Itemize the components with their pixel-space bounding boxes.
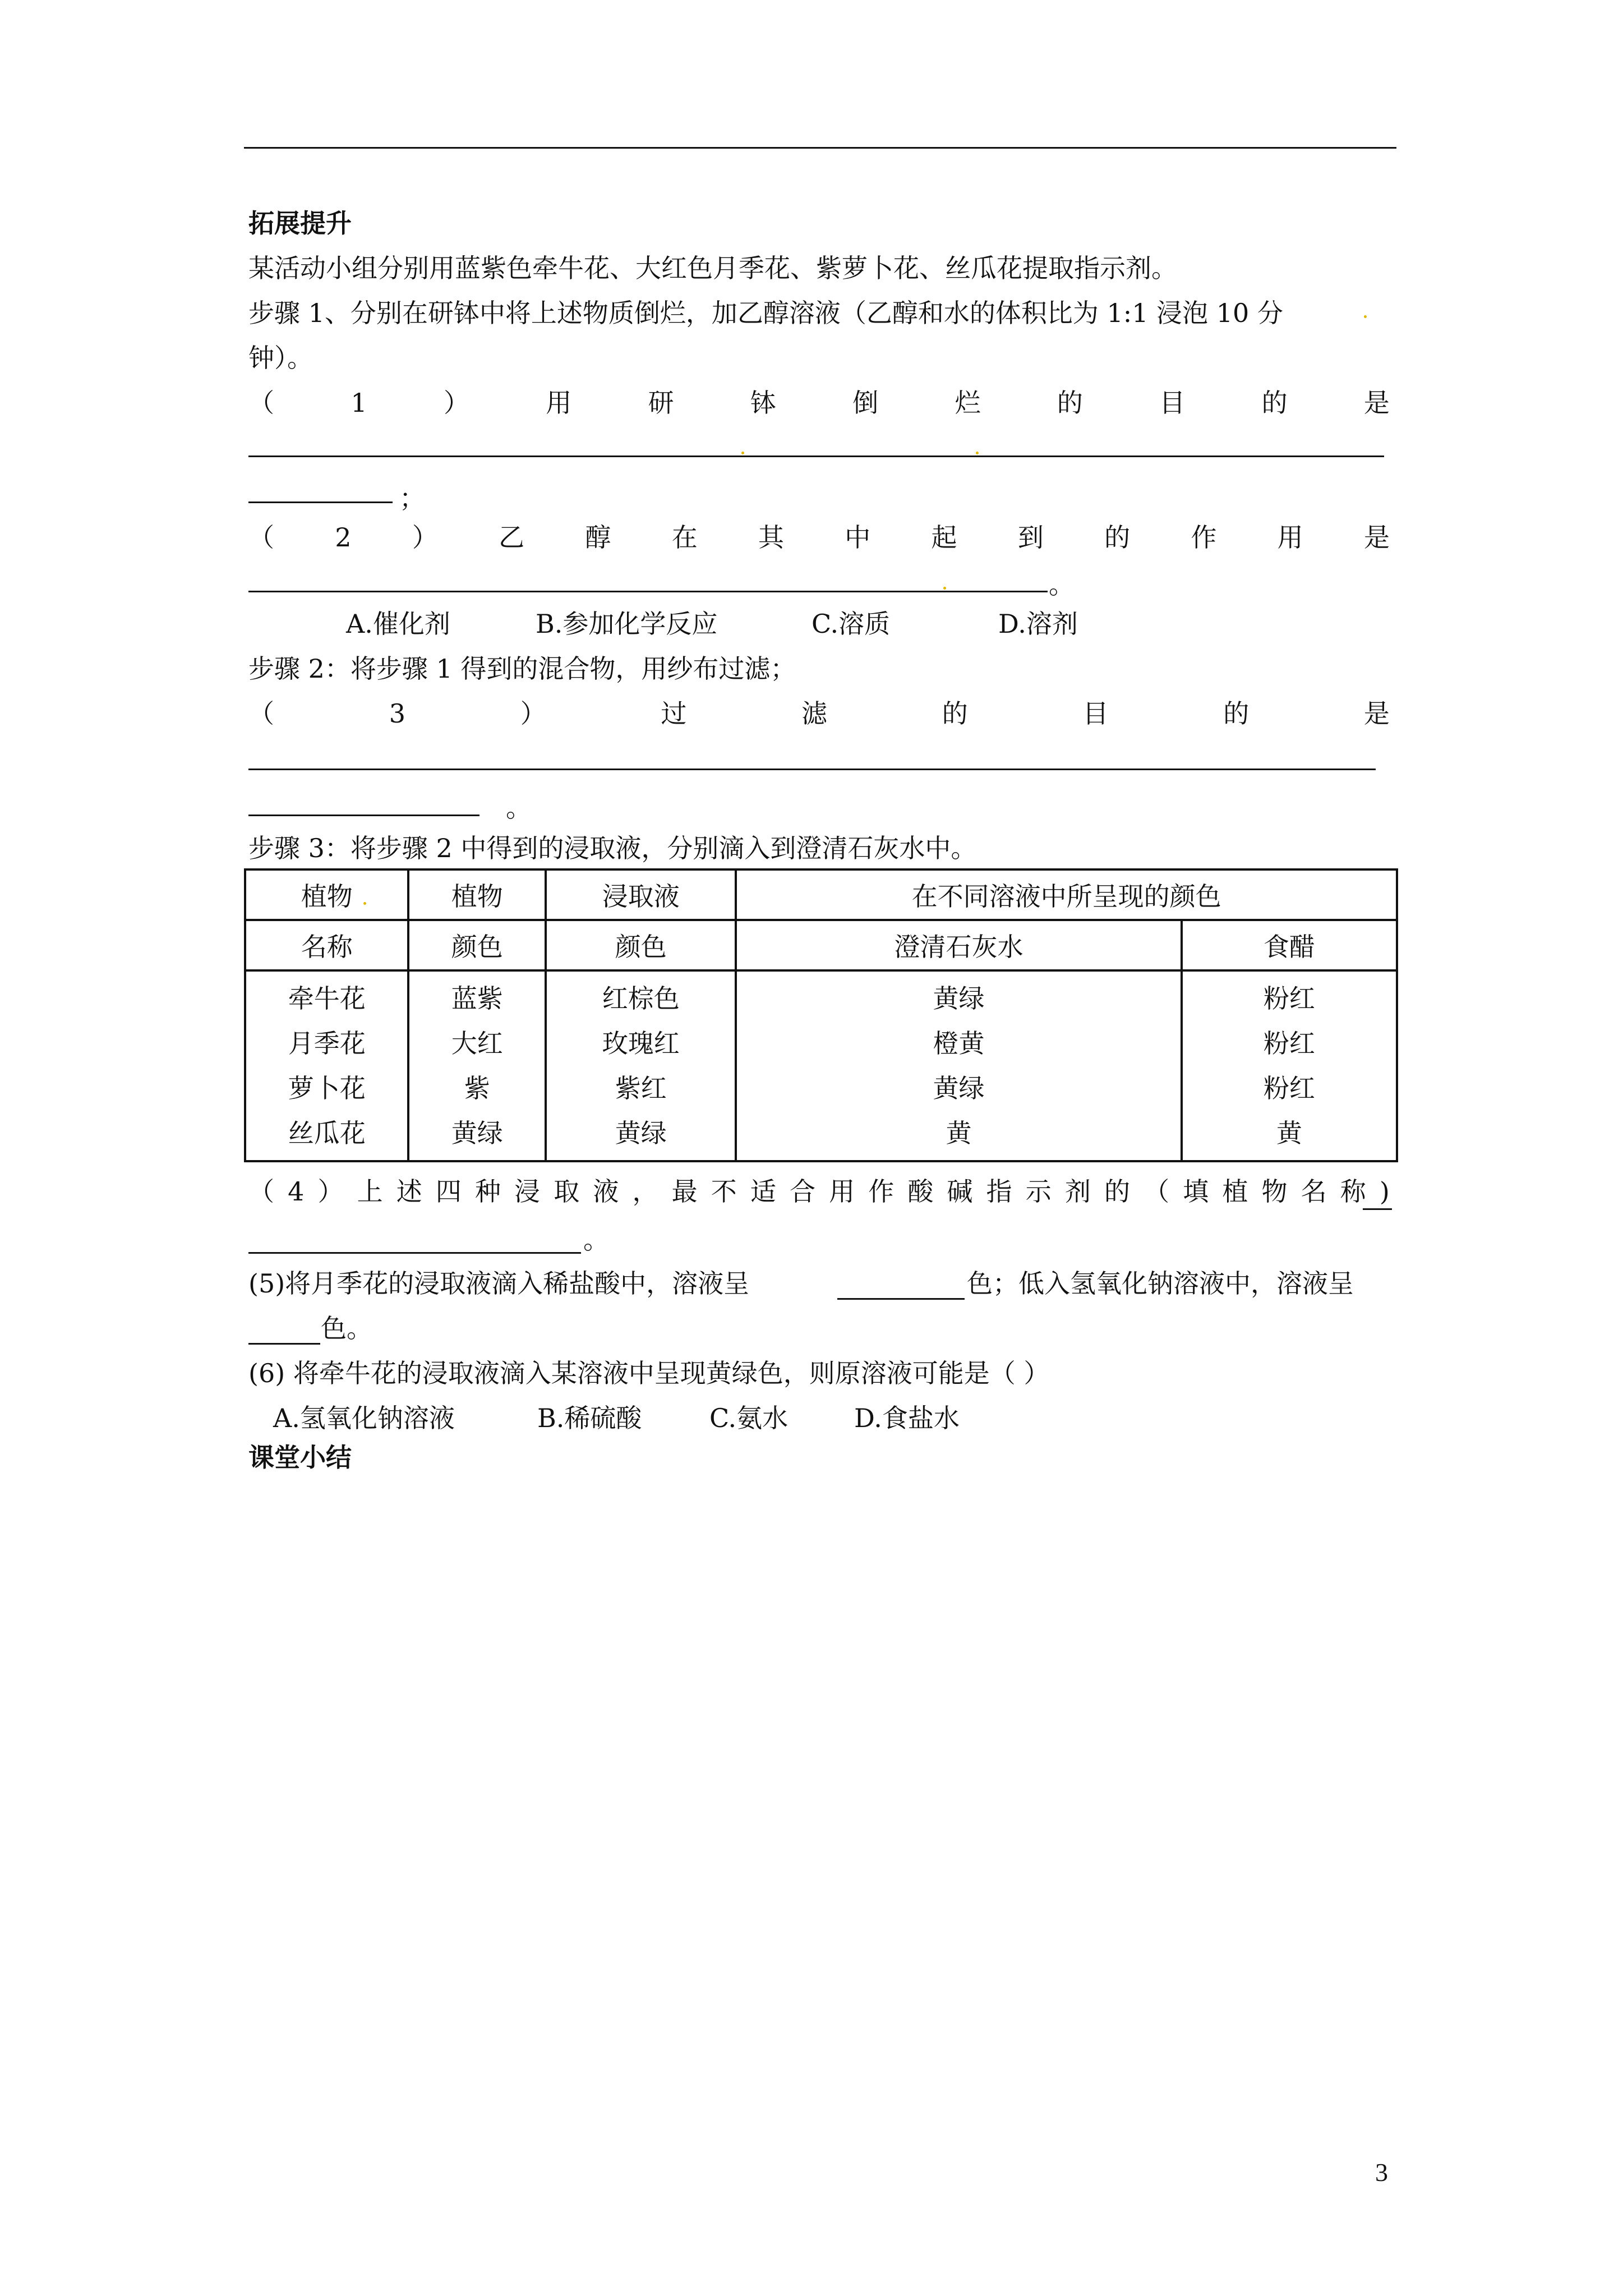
question-char: 用 bbox=[1277, 522, 1303, 553]
q2-option-c: C.溶质 bbox=[811, 609, 891, 639]
table-cell: 月季花 bbox=[288, 1028, 366, 1059]
step3-text: 步骤 3：将步骤 2 中得到的浸取液，分别滴入到澄清石灰水中。 bbox=[248, 833, 977, 863]
question-char: 目 bbox=[1082, 698, 1109, 729]
header-plant: 植物 bbox=[245, 869, 408, 920]
q6-option-b: B.稀硫酸 bbox=[537, 1403, 642, 1433]
table-header-row-1 bbox=[245, 869, 1397, 920]
q1-answer-line-2[interactable] bbox=[248, 501, 393, 503]
q2-end-mark: 。 bbox=[1049, 569, 1075, 600]
question-char: 的 bbox=[1104, 1176, 1131, 1207]
question-char: 物 bbox=[1261, 1176, 1288, 1207]
question-char: 称 bbox=[1340, 1176, 1366, 1207]
q6-option-a: A.氢氧化钠溶液 bbox=[273, 1403, 455, 1433]
table-cell: 粉红 bbox=[1263, 1073, 1315, 1103]
stray-dot bbox=[1364, 315, 1367, 318]
header-limewater: 澄清石灰水 bbox=[736, 920, 1181, 970]
question-char: 最 bbox=[671, 1176, 698, 1207]
question-char: 指 bbox=[986, 1176, 1012, 1207]
table-cell: 丝瓜花 bbox=[288, 1118, 366, 1148]
question-char: 倒 bbox=[852, 388, 879, 418]
question-char: 乙 bbox=[499, 522, 525, 553]
q2-option-a: A.催化剂 bbox=[346, 609, 450, 639]
question-char: ， bbox=[632, 1176, 658, 1207]
question-char: 钵 bbox=[750, 388, 776, 418]
table-cell: 紫 bbox=[464, 1073, 490, 1103]
q5-line2: 色。 bbox=[321, 1313, 372, 1343]
question-char: 研 bbox=[648, 388, 674, 418]
question-char: 取 bbox=[554, 1176, 580, 1207]
table-cell: 黄绿 bbox=[615, 1118, 667, 1148]
question-char: 种 bbox=[475, 1176, 501, 1207]
q5-line1-part-b: 色；低入氢氧化钠溶液中，溶液呈 bbox=[967, 1268, 1354, 1299]
q3-end-mark: 。 bbox=[506, 793, 532, 823]
question-char: 在 bbox=[671, 522, 698, 553]
question-char: （ bbox=[248, 388, 274, 418]
question-char: ） bbox=[317, 1176, 344, 1207]
section-title: 拓展提升 bbox=[248, 208, 352, 238]
table-cell: 黄 bbox=[946, 1118, 972, 1148]
question-char: 醇 bbox=[585, 522, 611, 553]
stray-dot bbox=[943, 587, 946, 590]
q1-end-mark: ； bbox=[399, 483, 425, 513]
col-plant-colors bbox=[408, 970, 546, 1161]
table-body-row bbox=[245, 970, 1397, 1161]
header-extract-color: 颜色 bbox=[546, 920, 736, 970]
q6-option-c: C.氨水 bbox=[709, 1403, 789, 1433]
q5-answer-line-1[interactable] bbox=[837, 1298, 965, 1300]
indicator-table bbox=[244, 868, 1398, 1162]
question-char: （ bbox=[248, 1176, 274, 1207]
stray-dot bbox=[363, 902, 366, 905]
question-char: 中 bbox=[845, 522, 871, 553]
header-rule bbox=[244, 147, 1396, 149]
table-cell: 紫红 bbox=[615, 1073, 667, 1103]
q6-text: (6) 将牵牛花的浸取液滴入某溶液中呈现黄绿色，则原溶液可能是（ ） bbox=[248, 1358, 1050, 1388]
table-cell: 萝卜花 bbox=[288, 1073, 366, 1103]
question-char: 2 bbox=[335, 522, 352, 553]
page-number: 3 bbox=[1375, 2158, 1388, 2187]
summary-title: 课堂小结 bbox=[248, 1442, 352, 1473]
table-header-row-2 bbox=[245, 920, 1397, 970]
q2-answer-line[interactable] bbox=[248, 591, 1048, 592]
q6-option-d: D.食盐水 bbox=[854, 1403, 960, 1433]
header-vinegar: 食醋 bbox=[1182, 920, 1397, 970]
stray-dot bbox=[741, 452, 744, 454]
question-char: 过 bbox=[661, 698, 687, 729]
question-char: 填 bbox=[1183, 1176, 1209, 1207]
question-char: 用 bbox=[829, 1176, 855, 1207]
question-char: ) bbox=[1379, 1176, 1390, 1207]
table-cell: 粉红 bbox=[1263, 983, 1315, 1014]
question-char: 4 bbox=[288, 1176, 305, 1207]
question-1 bbox=[248, 386, 1390, 420]
q1-answer-line-1[interactable] bbox=[248, 455, 1384, 457]
q4-end-mark: 。 bbox=[583, 1225, 609, 1255]
question-char: 的 bbox=[942, 698, 968, 729]
col-extract-colors bbox=[546, 970, 736, 1161]
q3-answer-line-1[interactable] bbox=[248, 769, 1376, 770]
q3-answer-line-2[interactable] bbox=[248, 815, 479, 816]
stray-dot bbox=[976, 452, 979, 454]
question-char: 述 bbox=[396, 1176, 422, 1207]
question-char: 起 bbox=[931, 522, 957, 553]
question-char: 液 bbox=[593, 1176, 619, 1207]
q2-option-d: D.溶剂 bbox=[998, 609, 1078, 639]
question-char: 1 bbox=[351, 388, 367, 418]
question-char: 适 bbox=[750, 1176, 776, 1207]
step2-text: 步骤 2：将步骤 1 得到的混合物，用纱布过滤； bbox=[248, 654, 796, 684]
question-char: （ bbox=[248, 698, 274, 729]
question-char: 是 bbox=[1363, 698, 1390, 729]
header-name: 名称 bbox=[245, 920, 408, 970]
header-color-in-solutions: 在不同溶液中所呈现的颜色 bbox=[736, 869, 1397, 920]
question-3 bbox=[248, 697, 1390, 730]
question-char: 的 bbox=[1057, 388, 1083, 418]
header-color: 颜色 bbox=[408, 920, 546, 970]
table-cell: 玫瑰红 bbox=[602, 1028, 680, 1059]
table-cell: 蓝紫 bbox=[451, 983, 503, 1014]
question-char: 四 bbox=[435, 1176, 462, 1207]
question-char: 目 bbox=[1159, 388, 1186, 418]
question-char: 上 bbox=[357, 1176, 383, 1207]
col-vinegar bbox=[1182, 970, 1397, 1161]
header-plant-color: 植物 bbox=[408, 869, 546, 920]
q2-option-b: B.参加化学反应 bbox=[536, 609, 718, 639]
question-char: （ bbox=[248, 522, 274, 553]
question-char: 合 bbox=[790, 1176, 816, 1207]
question-char: 是 bbox=[1363, 522, 1390, 553]
table-cell: 黄绿 bbox=[933, 1073, 985, 1103]
question-char: 名 bbox=[1301, 1176, 1327, 1207]
table-cell: 黄 bbox=[1276, 1118, 1302, 1148]
question-char: 作 bbox=[868, 1176, 895, 1207]
step1-line1: 步骤 1、分别在研钵中将上述物质倒烂，加乙醇溶液（乙醇和水的体积比为 1:1 浸泡 10 分 bbox=[248, 298, 1283, 328]
question-char: 的 bbox=[1104, 522, 1131, 553]
table-cell: 黄绿 bbox=[933, 983, 985, 1014]
intro-text: 某活动小组分别用蓝紫色牵牛花、大红色月季花、紫萝卜花、丝瓜花提取指示剂。 bbox=[248, 253, 1177, 283]
table-cell: 橙黄 bbox=[933, 1028, 985, 1059]
step1-line2: 钟）。 bbox=[248, 343, 313, 373]
question-char: ） bbox=[520, 698, 546, 729]
header-extract: 浸取液 bbox=[546, 869, 736, 920]
col-plant-names bbox=[245, 970, 408, 1161]
question-char: 是 bbox=[1363, 388, 1390, 418]
question-char: 浸 bbox=[514, 1176, 541, 1207]
question-char: 用 bbox=[546, 388, 572, 418]
table-cell: 大红 bbox=[451, 1028, 503, 1059]
q4-answer-line-b[interactable] bbox=[248, 1252, 581, 1254]
question-char: 其 bbox=[758, 522, 784, 553]
q5-line1-part-a: (5)将月季花的浸取液滴入稀盐酸中，溶液呈 bbox=[248, 1268, 750, 1299]
question-char: ） bbox=[412, 522, 438, 553]
question-char: 剂 bbox=[1064, 1176, 1091, 1207]
question-4 bbox=[248, 1175, 1390, 1208]
question-char: 碱 bbox=[947, 1176, 973, 1207]
table-cell: 红棕色 bbox=[602, 983, 680, 1014]
question-char: 的 bbox=[1223, 698, 1249, 729]
table-cell: 粉红 bbox=[1263, 1028, 1315, 1059]
question-char: 烂 bbox=[955, 388, 981, 418]
q4-answer-line-a[interactable] bbox=[1363, 1208, 1392, 1210]
question-char: 到 bbox=[1017, 522, 1044, 553]
question-char: 不 bbox=[711, 1176, 737, 1207]
question-char: 3 bbox=[389, 698, 405, 729]
question-char: ） bbox=[443, 388, 469, 418]
question-char: 的 bbox=[1261, 388, 1288, 418]
question-char: （ bbox=[1144, 1176, 1170, 1207]
q5-answer-line-2[interactable] bbox=[248, 1343, 320, 1345]
question-2 bbox=[248, 521, 1390, 554]
col-limewater bbox=[736, 970, 1181, 1161]
question-char: 示 bbox=[1025, 1176, 1052, 1207]
table-cell: 牵牛花 bbox=[288, 983, 366, 1014]
question-char: 滤 bbox=[801, 698, 828, 729]
question-char: 作 bbox=[1191, 522, 1217, 553]
question-char: 酸 bbox=[907, 1176, 934, 1207]
table-cell: 黄绿 bbox=[451, 1118, 503, 1148]
question-char: 植 bbox=[1222, 1176, 1248, 1207]
